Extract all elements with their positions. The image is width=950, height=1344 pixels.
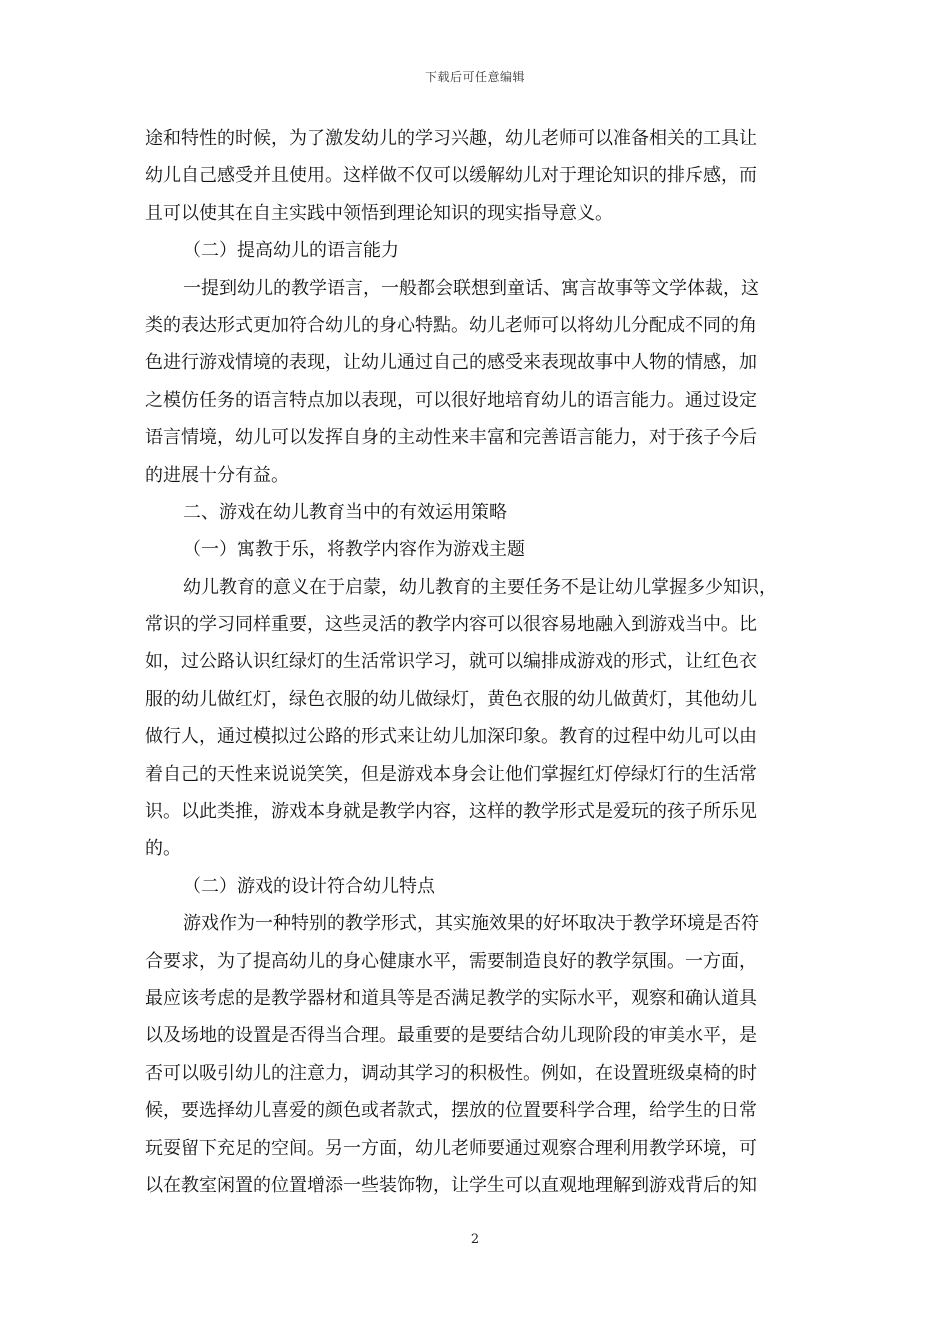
text-line: 幼儿教育的意义在于启蒙，幼儿教育的主要任务不是让幼儿掌握多少知识， xyxy=(183,576,777,598)
text-line: 做行人，通过模拟过公路的形式来让幼儿加深印象。教育的过程中幼儿可以由 xyxy=(145,726,757,748)
text-line: 服的幼儿做红灯，绿色衣服的幼儿做绿灯，黄色衣服的幼儿做黄灯，其他幼儿 xyxy=(145,688,757,710)
text-line: 且可以使其在自主实践中领悟到理论知识的现实指导意义。 xyxy=(145,202,613,224)
text-line: 的进展十分有益。 xyxy=(145,464,289,486)
text-line: 候，要选择幼儿喜爱的颜色或者款式，摆放的位置要科学合理，给学生的日常 xyxy=(145,1100,757,1122)
text-line: 色进行游戏情境的表现，让幼儿通过自己的感受来表现故事中人物的情感，加 xyxy=(145,352,757,374)
text-line: 类的表达形式更加符合幼儿的身心特點。幼儿老师可以将幼儿分配成不同的角 xyxy=(145,314,757,336)
text-line: 幼儿自己感受并且使用。这样做不仅可以缓解幼儿对于理论知识的排斥感，而 xyxy=(145,165,757,187)
text-line: 着自己的天性来说说笑笑，但是游戏本身会让他们掌握红灯停绿灯行的生活常 xyxy=(145,763,757,785)
text-line: 之模仿任务的语言特点加以表现，可以很好地培育幼儿的语言能力。通过设定 xyxy=(145,389,757,411)
text-line: （一）寓教于乐，将教学内容作为游戏主题 xyxy=(183,539,525,561)
document-body xyxy=(145,120,808,1204)
text-line: 的。 xyxy=(145,838,181,860)
text-line: （二）游戏的设计符合幼儿特点 xyxy=(183,875,435,897)
text-line: 常识的学习同样重要，这些灵活的教学内容可以很容易地融入到游戏当中。比 xyxy=(145,614,757,636)
text-line: 玩耍留下充足的空间。另一方面，幼儿老师要通过观察合理利用教学环境，可 xyxy=(145,1137,757,1159)
text-line: 二、游戏在幼儿教育当中的有效运用策略 xyxy=(183,501,507,523)
text-line: 途和特性的时候，为了激发幼儿的学习兴趣，幼儿老师可以准备相关的工具让 xyxy=(145,128,757,149)
text-line: 否可以吸引幼儿的注意力，调动其学习的积极性。例如，在设置班级桌椅的时 xyxy=(145,1062,757,1084)
text-line: 以在教室闲置的位置增添一些装饰物，让学生可以直观地理解到游戏背后的知 xyxy=(145,1174,757,1196)
text-line: 最应该考虑的是教学器材和道具等是否满足教学的实际水平，观察和确认道具 xyxy=(145,987,757,1009)
text-line: （二）提高幼儿的语言能力 xyxy=(183,240,399,262)
page-number: 2 xyxy=(470,1232,480,1247)
text-line: 一提到幼儿的教学语言，一般都会联想到童话、寓言故事等文学体裁，这 xyxy=(183,277,759,299)
text-line: 合要求，为了提高幼儿的身心健康水平，需要制造良好的教学氛围。一方面， xyxy=(145,950,757,972)
text-line: 以及场地的设置是否得当合理。最重要的是要结合幼儿现阶段的审美水平，是 xyxy=(145,1025,757,1047)
text-line: 如，过公路认识红绿灯的生活常识学习，就可以编排成游戏的形式，让红色衣 xyxy=(145,651,757,673)
text-line: 游戏作为一种特别的教学形式，其实施效果的好坏取决于教学环境是否符 xyxy=(183,913,759,935)
text-line: 语言情境，幼儿可以发挥自身的主动性来丰富和完善语言能力，对于孩子今后 xyxy=(145,427,757,449)
page-header: 下载后可任意编辑 xyxy=(424,70,525,84)
text-line: 识。以此类推，游戏本身就是教学内容，这样的教学形式是爱玩的孩子所乐见 xyxy=(145,801,757,823)
